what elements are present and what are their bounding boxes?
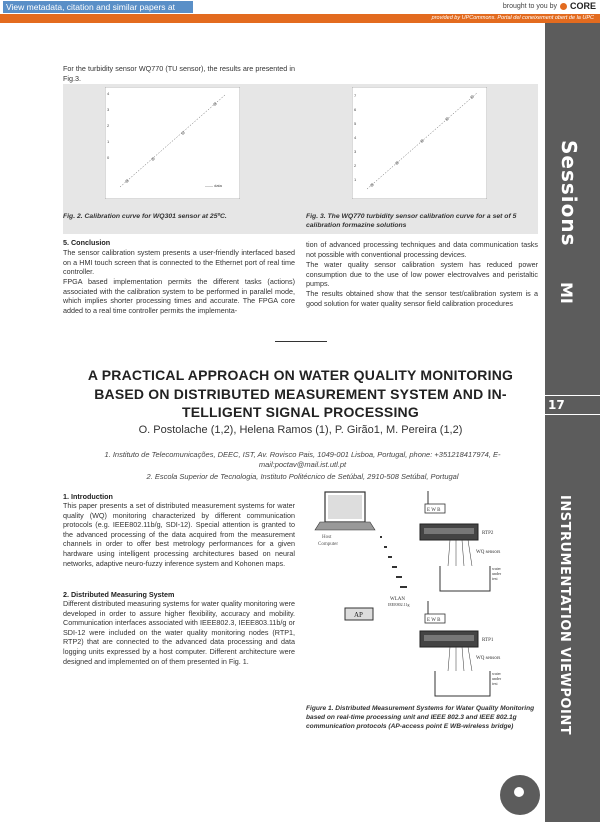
conclusion-left-p2: FPGA based implementation permits the different tasks (actions) associated with the calibration system to be performed in parallel mode, which implies shorter processing times and accurate. The FPGA core added to a real time controller permits the implementa-: [63, 277, 295, 315]
fig3-intro: For the turbidity sensor WQ770 (TU sensor), the results are presented in Fig.3.: [63, 64, 295, 83]
svg-text:under: under: [492, 676, 502, 681]
banner-text: View metadata, citation and similar papers at: [6, 2, 175, 12]
sidebar-section: INSTRUMENTATION VIEWPOINT: [557, 495, 572, 736]
conclusion-right-p3: The results obtained show that the sensor test/calibration system is a good solution for water quality sensor field calibration procedures: [306, 289, 538, 308]
svg-text:6: 6: [354, 107, 357, 112]
conclusion-right-p1: tion of advanced processing techniques and data communication tasks not possible with conventional processing devices.: [306, 240, 538, 259]
svg-text:E W B: E W B: [427, 618, 441, 623]
provider-bar: [0, 14, 600, 23]
svg-text:water: water: [492, 566, 501, 571]
title-line-1: A PRACTICAL APPROACH ON WATER QUALITY MONITORING: [87, 367, 514, 383]
brought-by-text: brought to you by: [502, 2, 557, 10]
svg-text:WQ sensors: WQ sensors: [476, 550, 501, 555]
dms-text: Different distributed measuring systems for water quality monitoring were developed in order to assure higher flexibility, accuracy and mobility. Communication interfaces associated with IEEE802.3, IEEE803.11b/g or SDI-12 were included on the water quality monitoring nodes (RTP1, RTP2) that are connected to the advanced data processing and data logging units expressed by a host computer. Different architecture were designed and implemented on of them presented in Fig. 1.: [63, 599, 295, 666]
dms-heading: 2. Distributed Measuring System: [63, 590, 175, 599]
affiliation-2: 2. Escola Superior de Tecnologia, Instituto Politécnico de Setúbal, 2910-508 Setúbal, Portugal: [146, 472, 459, 481]
svg-text:Host: Host: [322, 535, 332, 540]
svg-text:test: test: [492, 576, 498, 581]
svg-text:WLAN: WLAN: [390, 597, 405, 602]
intro-heading: 1. Introduction: [63, 492, 113, 501]
top-bar: [0, 0, 600, 14]
svg-text:1: 1: [107, 139, 110, 144]
fig1-diagram: [300, 486, 540, 706]
svg-text:Computer: Computer: [318, 542, 338, 547]
page-number: 17: [548, 398, 565, 412]
conclusion-left-p1: The sensor calibration system presents a user-friendly interfaced based on a HMI touch screen that is connected to the Ethernet port of real time controller.: [63, 248, 295, 277]
title-line-2: BASED ON DISTRIBUTED MEASUREMENT SYSTEM AND IN-: [94, 385, 507, 402]
svg-text:RTP2: RTP2: [482, 531, 494, 536]
authors: O. Postolache (1,2), Helena Ramos (1), P. Girão1, M. Pereira (1,2): [138, 424, 463, 436]
svg-text:WQ sensors: WQ sensors: [476, 656, 501, 661]
affil1-line2: mail:poctav@mail.ist.utl.pt: [258, 460, 347, 469]
decorative-logo-icon: [500, 775, 540, 815]
svg-text:water: water: [492, 671, 501, 676]
svg-text:RTP1: RTP1: [482, 638, 494, 643]
svg-text:4: 4: [354, 135, 357, 140]
svg-text:2: 2: [107, 123, 110, 128]
core-link-banner[interactable]: [3, 1, 193, 13]
svg-text:under: under: [492, 571, 502, 576]
title-line-3: TELLIGENT SIGNAL PROCESSING: [182, 404, 419, 420]
fig2-caption: Fig. 2. Calibration curve for WQ301 sensor at 25ºC.: [63, 213, 227, 220]
sidebar-sessions: Sessions: [557, 140, 581, 247]
fig3-caption: Fig. 3. The WQ770 turbidity sensor calibration curve for a set of 5 calibration formazine solutions: [306, 213, 517, 229]
svg-text:IEEE802.11g: IEEE802.11g: [388, 602, 410, 607]
core-label: CORE: [569, 1, 596, 11]
svg-text:3: 3: [354, 149, 357, 154]
svg-text:test: test: [492, 681, 498, 686]
svg-text:4: 4: [107, 91, 110, 96]
svg-text:—— data: —— data: [205, 183, 222, 188]
svg-text:2: 2: [354, 163, 357, 168]
conclusion-heading: 5. Conclusion: [63, 238, 111, 247]
article-title: [63, 366, 538, 422]
svg-text:AP: AP: [354, 611, 363, 619]
affil1-line1: 1. Instituto de Telecomunicações, DEEC, IST, Av. Rovisco Pais, 1049-001 Lisboa, Portugal, phone: +351218417974, E-: [104, 450, 501, 459]
svg-text:3: 3: [107, 107, 110, 112]
sidebar-mi: MI: [557, 282, 576, 304]
intro-text: This paper presents a set of distributed measurement systems for water quality (WQ) monitoring characterized by different communication protocols (e.g. IEEE802.11b/g, SDI-12). Special attention is granted to the advanced processing of the data acquired from the measurement channels in order to offer best metrology performances for a given hardware using intelligent processing architectures based on neural networks, adaptive neuro-fuzzy inference system and Kohonen maps.: [63, 501, 295, 568]
separator: [275, 341, 327, 342]
affiliation-1: [80, 450, 525, 470]
svg-text:E W B: E W B: [427, 508, 441, 513]
svg-text:7: 7: [354, 93, 357, 98]
conclusion-right-p2: The water quality sensor calibration system has reduced power consumption due to the use of low power electrovalves and peristaltic pumps.: [306, 260, 538, 289]
core-logo-icon: [560, 3, 567, 10]
fig1-caption: Figure 1. Distributed Measurement Systems for Water Quality Monitoring based on real-time processing unit and IEEE 802.3 and IEEE 802.1g communication protocols (AP-access point E WB-wireless bridge): [306, 705, 535, 730]
fig3-plot: [352, 87, 487, 199]
fig2-plot: [105, 87, 240, 199]
svg-text:5: 5: [354, 121, 357, 126]
provider-text: provided by UPCommons. Portal del coneixement obert de la UPC: [431, 15, 594, 21]
core-badge: [503, 1, 596, 11]
svg-text:0: 0: [107, 155, 110, 160]
svg-text:1: 1: [354, 177, 357, 182]
